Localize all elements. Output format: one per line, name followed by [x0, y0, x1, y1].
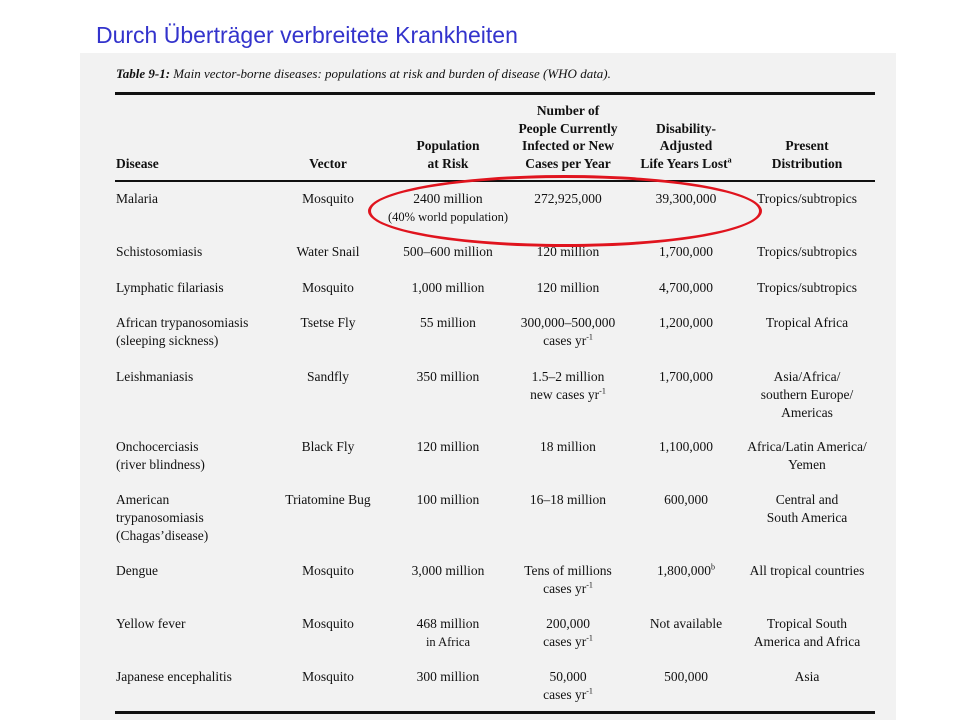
cell-population: 468 million in Africa	[416, 616, 480, 649]
cell-daly: Not available	[649, 616, 723, 631]
cell-distribution: Asia	[794, 669, 820, 684]
cell-daly: 1,800,000$^b$	[657, 562, 715, 578]
cell-daly: 600,000	[664, 492, 708, 507]
cell-disease: Onchocerciasis (river blindness)	[116, 439, 205, 472]
cell-disease: American trypanosomiasis (Chagas’disease)	[116, 492, 209, 543]
cell-number-infected: 18 million	[540, 439, 596, 454]
cell-distribution: Tropical Africa	[765, 315, 849, 330]
cell-vector: Water Snail	[296, 244, 360, 259]
cell-vector: Tsetse Fly	[300, 315, 356, 330]
cell-number-infected: 120 million	[536, 244, 600, 259]
header-number-infected: Number of People Currently Infected or New Cases per Year	[518, 103, 618, 171]
cell-vector: Mosquito	[302, 280, 354, 295]
cell-vector: Triatomine Bug	[285, 492, 371, 507]
cell-disease: Lymphatic filariasis	[116, 280, 224, 295]
cell-vector: Mosquito	[302, 563, 354, 578]
cell-disease: Malaria	[116, 191, 158, 206]
cell-distribution: Asia/Africa/ southern Europe/ Americas	[760, 369, 854, 420]
cell-daly: 1,700,000	[659, 244, 713, 259]
cell-distribution: Tropical South America and Africa	[753, 616, 861, 649]
cell-population: 120 million	[416, 439, 480, 454]
cell-population: 100 million	[416, 492, 480, 507]
cell-vector: Mosquito	[302, 191, 354, 206]
cell-population: 500–600 million	[403, 244, 493, 259]
cell-number-infected: Tens of millions cases $yr^{-1}$	[524, 563, 612, 596]
cell-disease: Japanese encephalitis	[116, 669, 232, 684]
cell-daly: 39,300,000	[655, 191, 717, 206]
cell-daly: 1,200,000	[659, 315, 713, 330]
cell-number-infected: 50,000 cases $yr^{-1}$	[543, 669, 593, 702]
header-daly: Disability- Adjusted Life Years Lost$^a$	[640, 120, 732, 171]
table-caption	[116, 66, 611, 82]
table-top-rule	[115, 92, 875, 95]
cell-distribution: Africa/Latin America/ Yemen	[747, 439, 867, 472]
cell-daly: 4,700,000	[659, 280, 713, 295]
cell-daly: 1,100,000	[659, 439, 713, 454]
cell-population: 1,000 million	[411, 280, 485, 295]
cell-disease: Dengue	[116, 563, 158, 578]
caption-label: Table 9-1:	[116, 66, 171, 81]
cell-number-infected: 300,000–500,000 cases $yr^{-1}$	[520, 315, 616, 348]
cell-disease: African trypanosomiasis (sleeping sickness)	[116, 315, 249, 348]
cell-disease: Schistosomiasis	[116, 244, 203, 259]
cell-number-infected: 120 million	[536, 280, 600, 295]
cell-distribution: Tropics/subtropics	[756, 191, 857, 206]
header-disease: Disease	[116, 155, 159, 171]
header-distribution: Present Distribution	[771, 138, 843, 171]
header-vector: Vector	[309, 155, 347, 171]
caption-text: Main vector-borne diseases: populations at risk and burden of disease (WHO data).	[170, 66, 611, 81]
cell-vector: Mosquito	[302, 616, 354, 631]
cell-vector: Mosquito	[302, 669, 354, 684]
cell-disease: Yellow fever	[116, 616, 186, 631]
cell-population: 55 million	[420, 315, 476, 330]
cell-distribution: Central and South America	[766, 492, 848, 525]
cell-daly: 500,000	[664, 669, 708, 684]
cell-daly: 1,700,000	[659, 369, 713, 384]
cell-population: 3,000 million	[411, 563, 485, 578]
cell-distribution: All tropical countries	[749, 563, 865, 578]
cell-number-infected: 16–18 million	[529, 492, 607, 507]
cell-population: 350 million	[416, 369, 480, 384]
cell-vector: Black Fly	[301, 439, 355, 454]
slide-title: Durch Überträger verbreitete Krankheiten	[96, 22, 518, 48]
cell-disease: Leishmaniasis	[116, 369, 194, 384]
cell-distribution: Tropics/subtropics	[756, 244, 857, 259]
cell-number-infected: 1.5–2 million new cases $yr^{-1}$	[530, 369, 606, 402]
cell-distribution: Tropics/subtropics	[756, 280, 857, 295]
cell-number-infected: 200,000 cases $yr^{-1}$	[543, 616, 593, 649]
cell-population: 300 million	[416, 669, 480, 684]
cell-number-infected: 272,925,000	[534, 191, 602, 206]
cell-population: 2400 million (40% world population)	[387, 191, 509, 224]
cell-vector: Sandfly	[307, 369, 349, 384]
table-bottom-rule	[115, 711, 875, 714]
header-rule	[115, 180, 875, 182]
header-population: Population at Risk	[416, 138, 480, 171]
